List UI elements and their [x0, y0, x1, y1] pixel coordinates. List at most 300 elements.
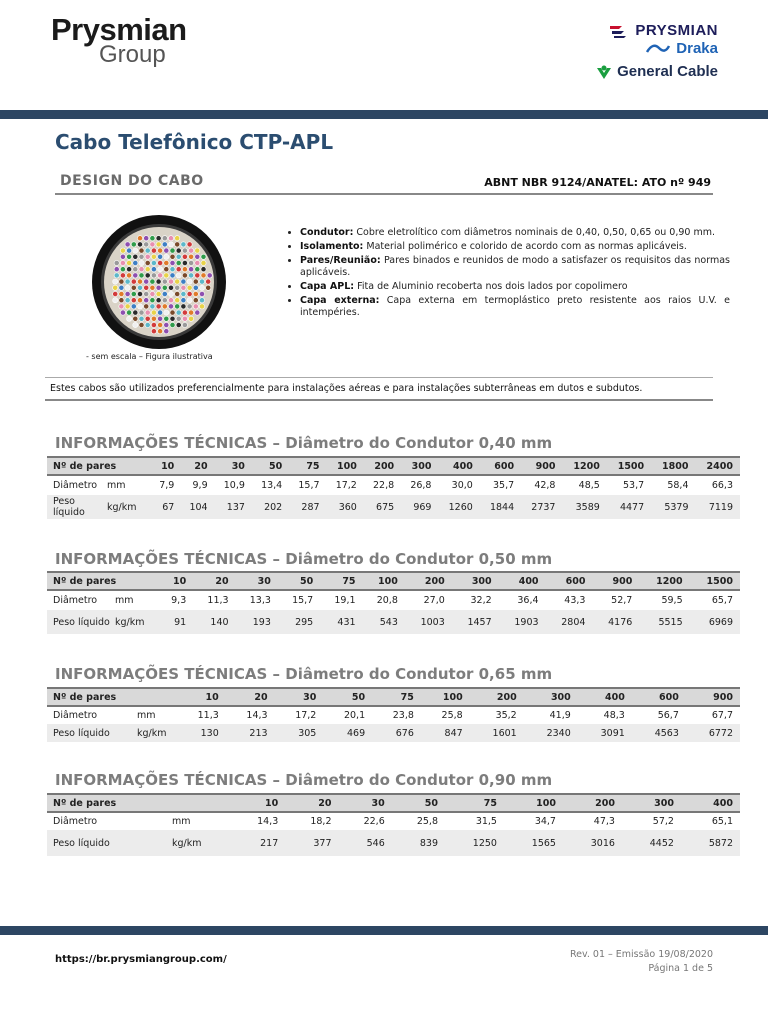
table-cell: 7119 — [696, 495, 741, 519]
page-number: Página 1 de 5 — [648, 963, 713, 974]
wire-dot — [189, 267, 194, 272]
wire-dot — [145, 273, 150, 278]
wire-dot — [199, 279, 204, 284]
table-cell: 20,8 — [376, 595, 398, 606]
website-link[interactable]: https://br.prysmiangroup.com/ — [55, 954, 227, 965]
wire-dot — [193, 285, 198, 290]
wire-dot — [168, 304, 173, 309]
wire-dot — [125, 298, 130, 303]
table-cell: 20 — [181, 457, 214, 475]
wire-dot — [164, 254, 169, 259]
wire-dot — [114, 273, 119, 278]
table-cell: 4452 — [622, 830, 681, 856]
wire-dot — [137, 242, 142, 247]
table-cell: 58,4 — [667, 480, 689, 491]
wire-dot — [168, 298, 173, 303]
table-cell: 1200 — [562, 457, 606, 475]
wire-dot — [164, 310, 169, 315]
wire-dot — [187, 304, 192, 309]
wire-dot — [120, 273, 125, 278]
row-unit: kg/km — [115, 610, 160, 634]
table-cell: 26,8 — [410, 480, 432, 491]
table-cell: 34,7 — [534, 816, 556, 827]
table-cell: 1200 — [639, 572, 689, 590]
wire-dot — [182, 316, 187, 321]
row-label: Nº de pares — [47, 794, 232, 812]
table-cell: 57,2 — [652, 816, 674, 827]
table-cell: 27,0 — [423, 595, 445, 606]
wire-dot — [144, 304, 149, 309]
table-cell: 137 — [215, 495, 252, 519]
table-cell: 14,3 — [246, 710, 268, 721]
wire-dot — [189, 310, 194, 315]
wire-dot — [151, 248, 156, 253]
wire-dot — [168, 236, 173, 241]
row-label: Diâmetro — [53, 710, 98, 721]
wire-dot — [150, 304, 155, 309]
table-cell: 13,3 — [249, 595, 271, 606]
wire-dot — [162, 298, 167, 303]
wire-dot — [176, 260, 181, 265]
wire-dot — [201, 260, 206, 265]
wire-dot — [182, 322, 187, 327]
wire-dot — [195, 254, 200, 259]
wire-dot — [176, 316, 181, 321]
table-cell: 10 — [177, 688, 226, 706]
table-cell: 100 — [327, 457, 364, 475]
wire-dot — [145, 254, 150, 259]
wire-dot — [133, 322, 138, 327]
wire-dot — [156, 242, 161, 247]
wire-dot — [193, 298, 198, 303]
table-cell: 59,5 — [661, 595, 683, 606]
wire-dot — [158, 329, 163, 334]
wire-dot — [133, 267, 138, 272]
wire-dot — [151, 267, 156, 272]
wire-dot — [187, 298, 192, 303]
wire-dot — [182, 267, 187, 272]
table-cell: 5872 — [681, 830, 740, 856]
table-cell: 15,7 — [292, 595, 314, 606]
table-cell: 20 — [285, 794, 338, 812]
design-divider — [55, 193, 713, 195]
table-cell: 104 — [181, 495, 214, 519]
wire-dot — [162, 279, 167, 284]
table-cell: 2400 — [696, 457, 741, 475]
wire-dot — [181, 298, 186, 303]
table-cell: 25,8 — [441, 710, 463, 721]
row-unit: kg/km — [172, 830, 232, 856]
wire-dot — [164, 316, 169, 321]
wire-dot — [189, 273, 194, 278]
wire-dot — [127, 267, 132, 272]
wire-dot — [137, 279, 142, 284]
wire-dot — [144, 242, 149, 247]
wire-dot — [133, 316, 138, 321]
table-cell: 52,7 — [611, 595, 633, 606]
wire-dot — [139, 316, 144, 321]
wire-dot — [199, 304, 204, 309]
wire-dot — [175, 285, 180, 290]
table-065 — [47, 687, 740, 742]
wire-dot — [125, 279, 130, 284]
wire-dot — [131, 298, 136, 303]
table-cell: 53,7 — [623, 480, 645, 491]
wire-dot — [193, 291, 198, 296]
table-cell: 2804 — [546, 610, 593, 634]
row-label: Peso líquido — [47, 610, 115, 634]
wire-dot — [164, 248, 169, 253]
wire-dot — [145, 248, 150, 253]
table-cell: 900 — [521, 457, 562, 475]
wire-dot — [189, 260, 194, 265]
table-cell: 75 — [445, 794, 504, 812]
wire-dot — [170, 267, 175, 272]
table-cell: 100 — [504, 794, 563, 812]
table-cell: 10 — [160, 572, 193, 590]
table-cell: 1500 — [607, 457, 651, 475]
wire-dot — [139, 248, 144, 253]
table-090 — [47, 793, 740, 856]
diameter-row — [47, 706, 740, 724]
wire-dot — [144, 236, 149, 241]
table-cell: 65,1 — [711, 816, 733, 827]
footer-band — [0, 926, 768, 935]
wire-dot — [168, 291, 173, 296]
table-cell: 50 — [392, 794, 445, 812]
wire-dot — [193, 279, 198, 284]
row-unit: mm — [115, 595, 134, 606]
wire-dot — [139, 267, 144, 272]
table-cell: 360 — [327, 495, 364, 519]
spec-item-capa-apl: • Capa APL: Fita de Aluminio recoberta nos dois lados por copolimero — [300, 281, 730, 293]
table-cell: 50 — [323, 688, 372, 706]
table-cell: 200 — [470, 688, 524, 706]
row-label: Diâmetro — [53, 480, 98, 491]
table-cell: 900 — [686, 688, 740, 706]
wire-dot — [139, 260, 144, 265]
wire-dot — [164, 322, 169, 327]
wire-dot — [151, 329, 156, 334]
table-cell: 41,9 — [549, 710, 571, 721]
wire-dot — [114, 267, 119, 272]
wire-dot — [127, 254, 132, 259]
wire-dot — [201, 273, 206, 278]
wire-dot — [181, 285, 186, 290]
wire-dot — [120, 254, 125, 259]
table-cell: 900 — [592, 572, 639, 590]
table-cell: 600 — [480, 457, 521, 475]
wire-dot — [195, 267, 200, 272]
row-unit: kg/km — [107, 495, 152, 519]
table-cell: 19,1 — [334, 595, 356, 606]
weight-row — [47, 724, 740, 742]
table-cell: 1260 — [438, 495, 479, 519]
wire-dot — [151, 322, 156, 327]
table-cell: 400 — [578, 688, 632, 706]
row-unit: kg/km — [137, 724, 177, 742]
table-cell: 193 — [236, 610, 278, 634]
wire-dot — [156, 285, 161, 290]
row-label: Diâmetro — [53, 595, 98, 606]
wire-dot — [182, 260, 187, 265]
wire-dot — [199, 298, 204, 303]
wire-dot — [175, 279, 180, 284]
table-cell: 202 — [252, 495, 289, 519]
wire-dot — [162, 304, 167, 309]
wire-dot — [164, 260, 169, 265]
table-cell: 56,7 — [657, 710, 679, 721]
table-cell: 6969 — [690, 610, 740, 634]
wire-dot — [170, 260, 175, 265]
table-cell: 1601 — [470, 724, 524, 742]
table-cell: 18,2 — [310, 816, 332, 827]
logo-group: Group — [99, 41, 166, 68]
table-cell: 839 — [392, 830, 445, 856]
table-cell: 5515 — [639, 610, 689, 634]
wire-dot — [182, 310, 187, 315]
table-cell: 1800 — [651, 457, 695, 475]
table-cell: 30 — [215, 457, 252, 475]
wire-dot — [195, 310, 200, 315]
table-cell: 1565 — [504, 830, 563, 856]
wire-dot — [150, 291, 155, 296]
norm-label: ABNT NBR 9124/ANATEL: ATO nº 949 — [484, 176, 711, 189]
wire-dot — [131, 279, 136, 284]
wire-dot — [189, 248, 194, 253]
table-cell: 676 — [372, 724, 421, 742]
wire-dot — [137, 291, 142, 296]
wire-dot — [145, 322, 150, 327]
row-unit: mm — [137, 710, 156, 721]
table-cell: 300 — [524, 688, 578, 706]
table-cell: 600 — [632, 688, 686, 706]
wire-dot — [164, 329, 169, 334]
row-label: Nº de pares — [47, 688, 177, 706]
wire-dot — [151, 254, 156, 259]
section-title-050: INFORMAÇÕES TÉCNICAS – Diâmetro do Condutor 0,50 mm — [55, 550, 553, 568]
usage-note: Estes cabos são utilizados preferencialmente para instalações aéreas e para instalações subterrâneas em dutos e subdutos. — [50, 383, 643, 394]
table-cell: 6772 — [686, 724, 740, 742]
wire-dot — [182, 254, 187, 259]
wire-dot — [176, 248, 181, 253]
general-cable-mark-icon — [596, 64, 612, 80]
wire-dot — [127, 248, 132, 253]
wire-dot — [145, 316, 150, 321]
wire-dot — [162, 242, 167, 247]
table-cell: 200 — [563, 794, 622, 812]
wire-dot — [168, 285, 173, 290]
table-cell: 35,7 — [492, 480, 515, 491]
wire-dot — [137, 304, 142, 309]
spec-item-condutor: • Condutor: Cobre eletrolítico com diâmetros nominais de 0,40, 0,50, 0,65 ou 0,90 mm. — [300, 227, 730, 239]
wire-dot — [201, 254, 206, 259]
table-cell: 20 — [193, 572, 235, 590]
wire-dot — [151, 310, 156, 315]
wire-dot — [201, 267, 206, 272]
table-050 — [47, 571, 740, 634]
wire-dot — [150, 242, 155, 247]
wire-dot — [206, 285, 211, 290]
table-cell: 13,4 — [261, 480, 283, 491]
wire-dot — [175, 236, 180, 241]
wire-dot — [113, 279, 118, 284]
table-cell: 2737 — [521, 495, 562, 519]
wire-dot — [156, 304, 161, 309]
wire-dot — [170, 254, 175, 259]
wire-dot — [195, 273, 200, 278]
wire-dot — [158, 248, 163, 253]
table-cell: 217 — [232, 830, 285, 856]
wire-dot — [187, 279, 192, 284]
wire-dot — [181, 279, 186, 284]
table-cell: 22,8 — [373, 480, 395, 491]
wire-dot — [170, 248, 175, 253]
wire-dot — [181, 304, 186, 309]
wire-dot — [182, 248, 187, 253]
wire-dot — [181, 291, 186, 296]
table-cell: 20,1 — [343, 710, 366, 721]
table-cell: 32,2 — [470, 595, 492, 606]
wire-dot — [131, 242, 136, 247]
row-label: Peso líquido — [47, 724, 137, 742]
wire-dot — [120, 310, 125, 315]
wire-dot — [168, 242, 173, 247]
wire-dot — [125, 285, 130, 290]
wire-dot — [144, 291, 149, 296]
spec-item-pares: • Pares/Reunião: Pares binados e reunidos de modo a satisfazer os requisitos das normas aplicáveis. — [300, 255, 730, 279]
brand-general-cable-label: General Cable — [617, 63, 718, 80]
wire-dot — [158, 254, 163, 259]
table-cell: 30,0 — [451, 480, 473, 491]
table-cell: 9,9 — [192, 480, 208, 491]
wire-dot — [150, 285, 155, 290]
row-unit: mm — [172, 816, 191, 827]
diameter-row — [47, 475, 740, 495]
table-cell: 546 — [339, 830, 392, 856]
table-cell: 91 — [160, 610, 193, 634]
cable-cross-section-image — [91, 214, 227, 350]
wire-dot — [164, 273, 169, 278]
draka-mark-icon — [645, 42, 671, 56]
wire-dot — [113, 285, 118, 290]
wire-dot — [150, 236, 155, 241]
wire-dot — [187, 291, 192, 296]
table-cell: 969 — [401, 495, 438, 519]
table-cell: 35,2 — [495, 710, 517, 721]
table-cell: 50 — [278, 572, 320, 590]
table-cell: 287 — [289, 495, 326, 519]
revision-label: Rev. 01 – Emissão 19/08/2020 — [569, 949, 713, 960]
table-cell: 3016 — [563, 830, 622, 856]
wire-dot — [176, 322, 181, 327]
brand-general-cable — [596, 63, 718, 81]
brand-draka-label: Draka — [676, 40, 718, 57]
row-label: Nº de pares — [47, 457, 152, 475]
table-cell: 11,3 — [197, 710, 219, 721]
wire-dot — [151, 260, 156, 265]
pairs-row — [47, 794, 740, 812]
table-cell: 42,8 — [534, 480, 556, 491]
table-cell: 5379 — [651, 495, 695, 519]
table-cell: 15,7 — [298, 480, 320, 491]
wire-dot — [139, 310, 144, 315]
wire-dot — [127, 310, 132, 315]
table-cell: 200 — [405, 572, 452, 590]
wire-dot — [133, 310, 138, 315]
table-cell: 30 — [275, 688, 324, 706]
table-cell: 100 — [363, 572, 405, 590]
design-heading: DESIGN DO CABO — [60, 173, 204, 189]
wire-dot — [119, 298, 124, 303]
wire-dot — [164, 267, 169, 272]
prysmian-mark-icon — [610, 24, 630, 38]
table-cell: 295 — [278, 610, 320, 634]
table-cell: 675 — [364, 495, 401, 519]
wire-dot — [144, 285, 149, 290]
table-cell: 130 — [177, 724, 226, 742]
table-cell: 7,9 — [159, 480, 175, 491]
row-label: Peso líquido — [47, 495, 107, 519]
wire-dot — [187, 242, 192, 247]
table-cell: 66,3 — [711, 480, 733, 491]
wire-dot — [158, 310, 163, 315]
brand-prysmian — [610, 22, 718, 40]
table-cell: 48,5 — [578, 480, 600, 491]
table-cell: 100 — [421, 688, 470, 706]
wire-dot — [162, 285, 167, 290]
table-cell: 1250 — [445, 830, 504, 856]
table-cell: 36,4 — [517, 595, 539, 606]
wire-dot — [133, 254, 138, 259]
table-cell: 400 — [681, 794, 740, 812]
weight-row — [47, 495, 740, 519]
table-cell: 213 — [226, 724, 275, 742]
table-cell: 65,7 — [711, 595, 733, 606]
wire-dot — [170, 322, 175, 327]
table-cell: 200 — [364, 457, 401, 475]
table-cell: 30 — [236, 572, 278, 590]
table-cell: 305 — [275, 724, 324, 742]
cable-caption: - sem escala – Figura ilustrativa — [86, 352, 213, 361]
pairs-row — [47, 457, 740, 475]
wire-dot — [175, 242, 180, 247]
wire-dot — [114, 260, 119, 265]
table-cell: 1003 — [405, 610, 452, 634]
wire-dot — [206, 279, 211, 284]
page-title: Cabo Telefônico CTP-APL — [55, 130, 334, 154]
section-title-090: INFORMAÇÕES TÉCNICAS – Diâmetro do Condutor 0,90 mm — [55, 771, 553, 789]
spec-item-capa-externa: • Capa externa: Capa externa em termoplástico preto resistente aos raios U.V. e intempéries. — [300, 295, 730, 319]
wire-dot — [162, 236, 167, 241]
brand-draka — [645, 40, 718, 58]
row-unit: mm — [107, 480, 126, 491]
weight-row — [47, 610, 740, 634]
wire-dot — [137, 236, 142, 241]
wire-dot — [137, 285, 142, 290]
table-cell: 4563 — [632, 724, 686, 742]
wire-dot — [133, 248, 138, 253]
wire-dot — [156, 291, 161, 296]
wire-dot — [131, 291, 136, 296]
row-label: Peso líquido — [47, 830, 172, 856]
wire-dot — [139, 254, 144, 259]
table-cell: 31,5 — [475, 816, 497, 827]
wire-dot — [144, 298, 149, 303]
table-cell: 543 — [363, 610, 405, 634]
wire-dot — [139, 273, 144, 278]
table-cell: 22,6 — [363, 816, 385, 827]
